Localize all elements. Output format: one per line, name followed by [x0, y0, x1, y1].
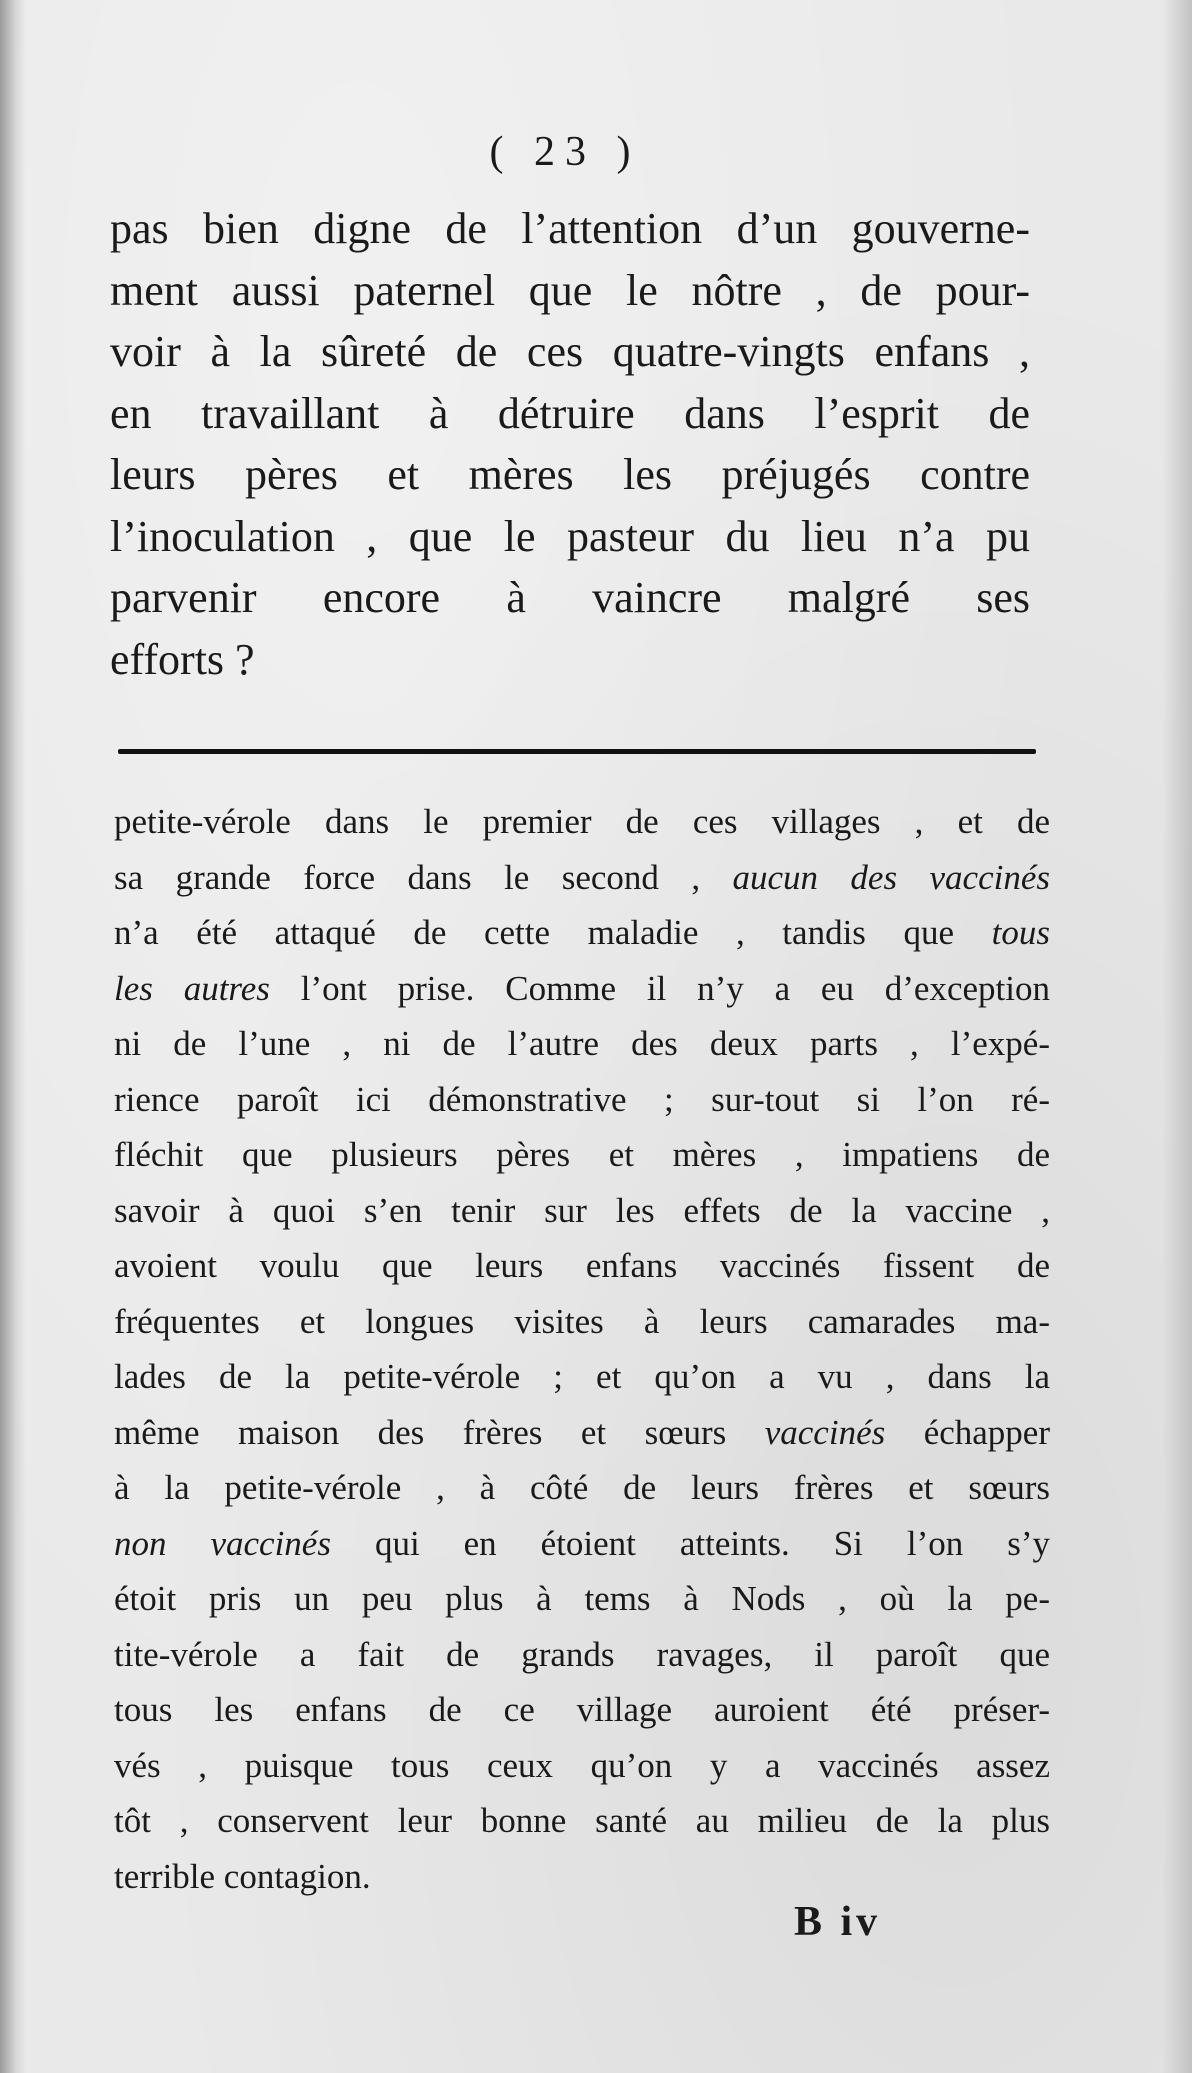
italic-phrase: les autres: [114, 968, 270, 1008]
italic-phrase: vaccinés: [764, 1412, 886, 1452]
note-line: ni de l’une , ni de l’autre des deux parts , l’expé-: [114, 1024, 1050, 1063]
main-line: l’inoculation , que le pasteur du lieu n’a pu: [110, 511, 1030, 561]
main-paragraph: [110, 198, 1030, 690]
note-line: avoient voulu que leurs enfans vaccinés fissent de: [114, 1246, 1050, 1285]
note-line: tite-vérole a fait de grands ravages, il paroît que: [114, 1634, 1050, 1674]
note-line: savoir à quoi s’en tenir sur les effets de la vaccine ,: [114, 1190, 1050, 1230]
italic-phrase: non vaccinés: [114, 1523, 331, 1563]
italic-phrase: tous: [991, 913, 1050, 952]
footnote-paragraph: [114, 794, 1050, 1904]
main-line: efforts ?: [110, 634, 255, 684]
main-line: leurs pères et mères les préjugés contre: [110, 450, 1030, 499]
note-line: lades de la petite-vérole ; et qu’on a vu , dans la: [114, 1357, 1050, 1396]
main-line: parvenir encore à vaincre malgré ses: [110, 573, 1030, 622]
note-line: petite-vérole dans le premier de ces villages , et de: [114, 802, 1050, 841]
note-line: même maison des frères et sœurs vaccinés échapper: [114, 1412, 1050, 1452]
note-line: à la petite-vérole , à côté de leurs frères et sœurs: [114, 1468, 1050, 1507]
note-line: fléchit que plusieurs pères et mères , impatiens de: [114, 1135, 1050, 1174]
note-line: sa grande force dans le second , aucun des vaccinés: [114, 857, 1050, 897]
note-line: terrible contagion.: [114, 1856, 371, 1896]
note-line: fréquentes et longues visites à leurs camarades ma-: [114, 1301, 1050, 1341]
footnote-separator-rule: [118, 749, 1036, 754]
italic-phrase: aucun des vaccinés: [732, 857, 1050, 897]
main-line: pas bien digne de l’attention d’un gouverne-: [110, 204, 1030, 253]
note-line: étoit pris un peu plus à tems à Nods , où la pe-: [114, 1579, 1050, 1618]
note-line: vés , puisque tous ceux qu’on y a vaccinés assez: [114, 1745, 1050, 1785]
note-line: rience paroît ici démonstrative ; sur-tout si l’on ré-: [114, 1079, 1050, 1119]
note-line: tous les enfans de ce village auroient été préser-: [114, 1690, 1050, 1729]
note-line: non vaccinés qui en étoient atteints. Si l’on s’y: [114, 1523, 1050, 1563]
main-line: voir à la sûreté de ces quatre-vingts enfans ,: [110, 327, 1030, 376]
main-line: ment aussi paternel que le nôtre , de pour-: [110, 265, 1030, 315]
main-line: en travaillant à détruire dans l’esprit de: [110, 388, 1030, 438]
page-number: ( 23 ): [489, 129, 641, 175]
note-line: les autres l’ont prise. Comme il n’y a eu d’exception: [114, 968, 1050, 1008]
note-line: tôt , conservent leur bonne santé au milieu de la plus: [114, 1801, 1050, 1840]
signature-mark: B iv: [794, 1899, 882, 1945]
note-line: n’a été attaqué de cette maladie , tandis que tous: [114, 913, 1050, 952]
